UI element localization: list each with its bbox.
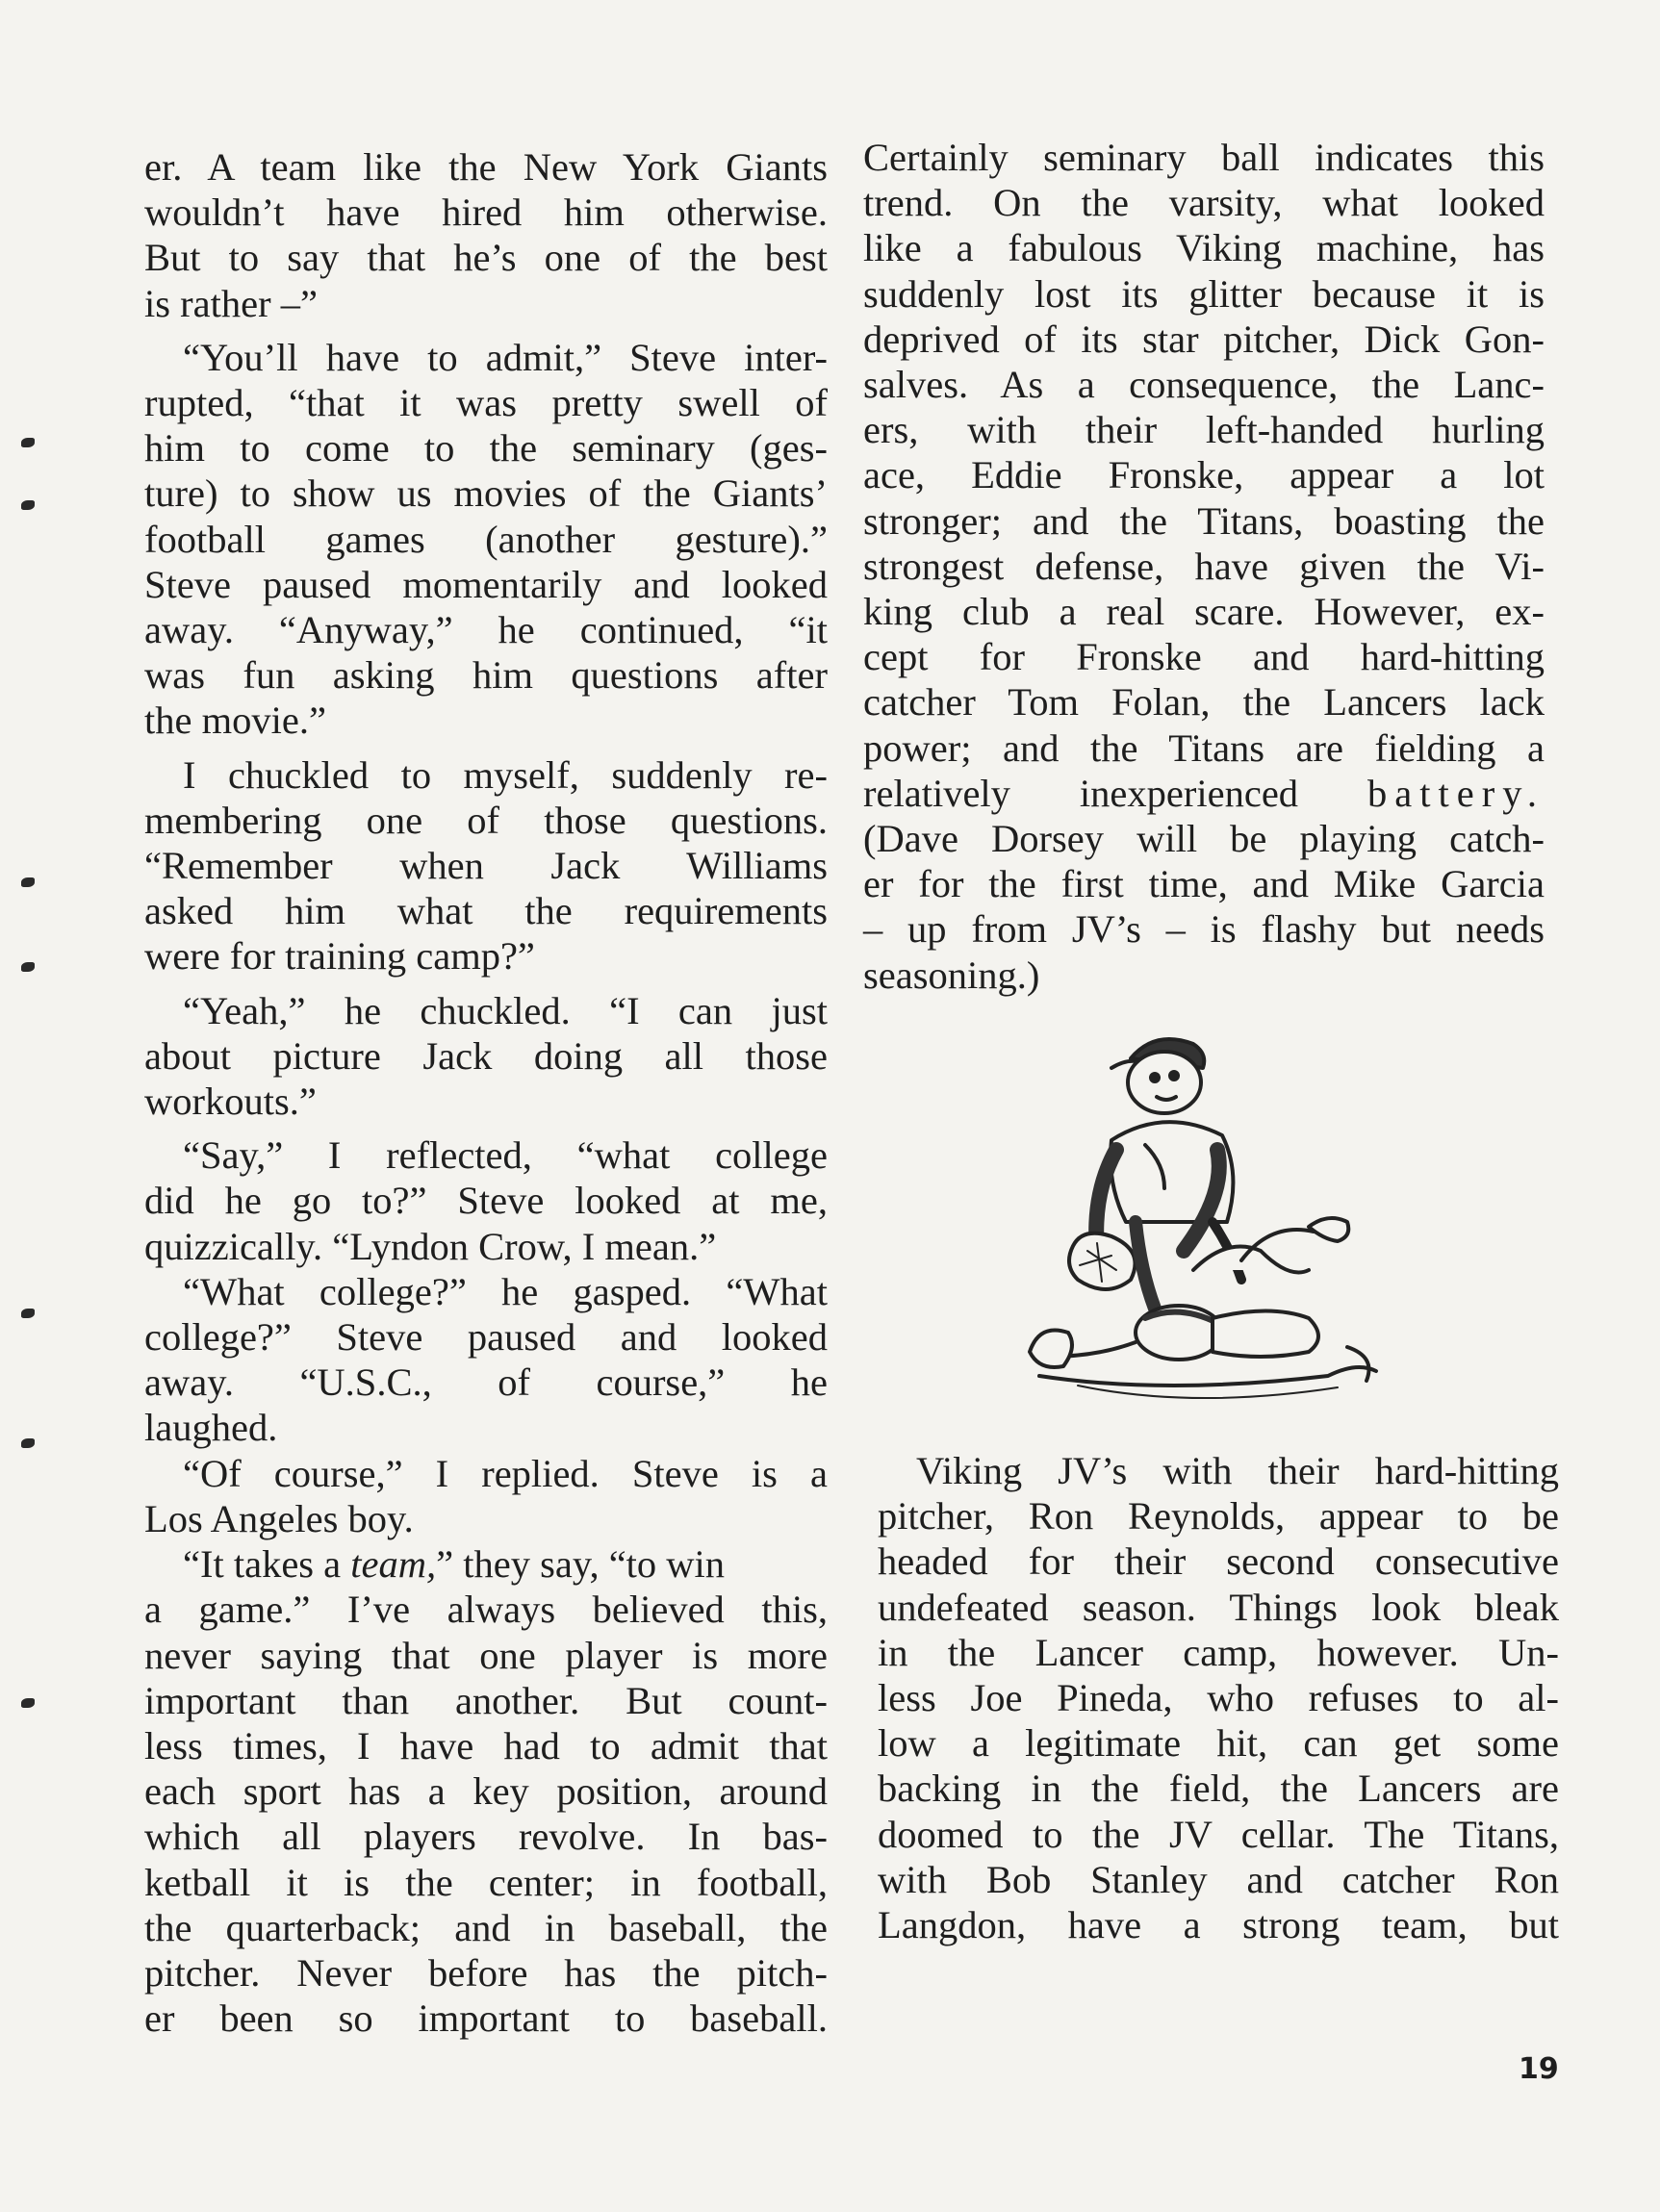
text-line: catcher Tom Folan, the Lancers lack xyxy=(863,680,1545,725)
text-line: a game.” I’ve always believed this, xyxy=(144,1588,828,1632)
text-line: football games (another gesture).” xyxy=(144,517,828,561)
text-line: Viking JV’s with their hard-hitting xyxy=(916,1449,1559,1492)
text-line: like a fabulous Viking machine, has xyxy=(863,226,1545,270)
text-line: seasoning.) xyxy=(863,953,1040,997)
text-line: quizzically. “Lyndon Crow, I mean.” xyxy=(144,1224,717,1268)
text-line: ers, with their left-handed hurling xyxy=(863,408,1545,452)
text-line: But to say that he’s one of the best xyxy=(144,236,828,280)
text-line: in the Lancer camp, however. Un- xyxy=(878,1630,1559,1674)
text-line: – up from JV’s – is flashy but needs xyxy=(863,907,1545,952)
text-line: ture) to show us movies of the Giants’ xyxy=(144,471,828,516)
spaced-word: battery. xyxy=(1367,771,1545,815)
text-line: with Bob Stanley and catcher Ron xyxy=(878,1857,1559,1901)
text-line: cept for Fronske and hard-hitting xyxy=(863,635,1545,679)
text-line: Certainly seminary ball indicates this xyxy=(863,136,1545,179)
right-column-top xyxy=(863,135,1545,998)
text-line: “What college?” he gasped. “What xyxy=(183,1269,828,1313)
text-line: pitcher. Never before has the pitch- xyxy=(144,1950,828,1995)
text-line: college?” Steve paused and looked xyxy=(144,1315,828,1360)
text-line: less times, I have had to admit that xyxy=(144,1723,828,1767)
punch-mark xyxy=(21,1698,35,1708)
text-line xyxy=(144,1541,828,1587)
text-line: asked him what the requirements xyxy=(144,889,828,933)
text-line: undefeated season. Things look bleak xyxy=(878,1585,1559,1629)
text-line: er been so important to baseball. xyxy=(144,1996,828,2041)
text-line: stronger; and the Titans, boasting the xyxy=(863,498,1545,543)
punch-mark xyxy=(21,500,35,510)
text-line: power; and the Titans are fielding a xyxy=(863,725,1545,770)
text-line: away. “Anyway,” he continued, “it xyxy=(144,608,828,652)
text-line: er for the first time, and Mike Garcia xyxy=(863,862,1545,906)
text-line: Langdon, have a strong team, but xyxy=(878,1903,1559,1947)
text-line: headed for their second consecutive xyxy=(878,1539,1559,1584)
punch-mark xyxy=(21,1309,35,1318)
text-line: ace, Eddie Fronske, appear a lot xyxy=(863,453,1545,497)
text-line: Steve paused momentarily and looked xyxy=(144,562,828,606)
text-line: about picture Jack doing all those xyxy=(144,1033,828,1078)
text-line: away. “U.S.C., of course,” he xyxy=(144,1360,828,1405)
text-line: (Dave Dorsey will be playing catch- xyxy=(863,817,1545,861)
text-line: less Joe Pineda, who refuses to al- xyxy=(878,1676,1559,1720)
text-line: “You’ll have to admit,” Steve inter- xyxy=(183,335,828,379)
text-line: I chuckled to myself, suddenly re- xyxy=(183,752,828,797)
text-line: “Remember when Jack Williams xyxy=(144,844,828,888)
right-column-bottom xyxy=(878,1448,1559,1947)
text-line: never saying that one player is more xyxy=(144,1633,828,1677)
text-line: each sport has a key position, around xyxy=(144,1769,828,1814)
text-line: wouldn’t have hired him otherwise. xyxy=(144,191,828,235)
text-fragment: “It takes a xyxy=(183,1542,351,1587)
text-line: “Of course,” I replied. Steve is a xyxy=(183,1451,828,1495)
text-line: important than another. But count- xyxy=(144,1678,828,1722)
text-fragment: ” they say, “to win xyxy=(436,1542,726,1587)
emphasis-word: team, xyxy=(350,1542,437,1587)
punch-mark xyxy=(21,1438,35,1448)
text-line: did he go to?” Steve looked at me, xyxy=(144,1179,828,1223)
text-line: the movie.” xyxy=(144,699,326,743)
punch-mark xyxy=(21,438,35,447)
text-line: trend. On the varsity, what looked xyxy=(863,181,1545,225)
text-line: were for training camp?” xyxy=(144,934,535,979)
text-line: er. A team like the New York Giants xyxy=(144,145,828,189)
text-line: salves. As a consequence, the Lanc- xyxy=(863,363,1545,407)
text-line: is rather –” xyxy=(144,281,318,325)
text-line: “Say,” I reflected, “what college xyxy=(183,1133,828,1178)
text-line: suddenly lost its glitter because it is xyxy=(863,271,1545,316)
text-line: him to come to the seminary (ges- xyxy=(144,426,828,470)
text-line: “Yeah,” he chuckled. “I can just xyxy=(183,988,828,1032)
text-line xyxy=(863,771,1545,816)
text-line: pitcher, Ron Reynolds, appear to be xyxy=(878,1494,1559,1538)
text-line: ketball it is the center; in football, xyxy=(144,1860,828,1904)
text-line: deprived of its star pitcher, Dick Gon- xyxy=(863,317,1545,361)
text-line: king club a real scare. However, ex- xyxy=(863,590,1545,634)
text-fragment: relatively inexperienced xyxy=(863,771,1368,815)
text-line: was fun asking him questions after xyxy=(144,653,828,698)
text-line: which all players revolve. In bas- xyxy=(144,1815,828,1859)
text-line: doomed to the JV cellar. The Titans, xyxy=(878,1812,1559,1856)
text-line: membering one of those questions. xyxy=(144,798,828,842)
baseball-slide-illustration xyxy=(1020,1030,1405,1424)
punch-mark xyxy=(21,877,35,887)
text-line: laughed. xyxy=(144,1406,278,1450)
text-line: backing in the field, the Lancers are xyxy=(878,1767,1559,1811)
left-column xyxy=(144,144,828,2041)
punch-mark xyxy=(21,962,35,972)
text-line: strongest defense, have given the Vi- xyxy=(863,544,1545,588)
page-number: 19 xyxy=(1519,2052,1559,2086)
text-line: Los Angeles boy. xyxy=(144,1496,414,1540)
text-line: the quarterback; and in baseball, the xyxy=(144,1905,828,1949)
text-line: rupted, “that it was pretty swell of xyxy=(144,381,828,425)
text-line: workouts.” xyxy=(144,1080,317,1124)
text-line: low a legitimate hit, can get some xyxy=(878,1721,1559,1766)
